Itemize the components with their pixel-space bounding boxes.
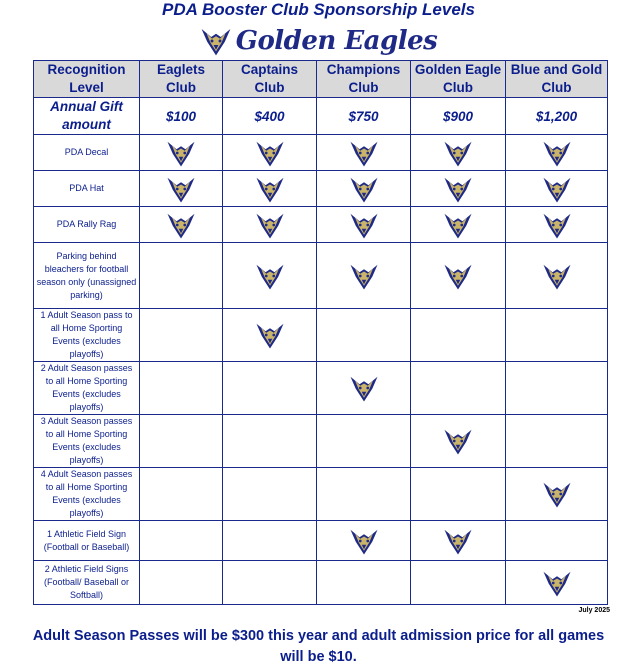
benefit-cell [223,135,317,171]
sponsorship-table [33,60,608,605]
header-captains-club: Captains Club [223,61,317,98]
page-title: PDA Booster Club Sponsorship Levels [162,0,475,19]
eagle-head-icon [542,261,572,291]
eagle-head-icon [443,526,473,556]
benefit-cell [223,415,317,468]
benefit-cell [317,243,411,309]
eagle-head-icon [443,426,473,456]
gift-row [34,98,608,135]
benefit-cell [506,561,608,605]
header-recognition-level: Recognition Level [34,61,140,98]
eagle-head-icon [200,25,232,57]
benefit-cell [140,561,223,605]
benefit-row [34,415,608,468]
benefit-cell [506,243,608,309]
benefit-cell [317,362,411,415]
eagle-head-icon [542,210,572,240]
benefit-cell [411,362,506,415]
benefit-cell [140,207,223,243]
eagle-head-icon [255,210,285,240]
benefit-cell [317,561,411,605]
benefit-cell [317,309,411,362]
benefit-cell [411,135,506,171]
benefit-row [34,309,608,362]
eagle-head-icon [542,568,572,598]
eagle-head-icon [255,261,285,291]
benefit-label: Parking behind bleachers for football season only (unassigned parking) [34,243,140,309]
benefit-cell [140,309,223,362]
gift-amount: $900 [411,98,506,135]
benefit-cell [223,561,317,605]
eagle-head-icon [349,261,379,291]
benefit-row [34,561,608,605]
benefit-cell [140,415,223,468]
header-golden-eagle-club: Golden Eagle Club [411,61,506,98]
eagle-head-icon [349,526,379,556]
benefit-cell [317,521,411,561]
benefit-cell [317,468,411,521]
gift-amount: $400 [223,98,317,135]
benefit-row [34,135,608,171]
benefit-cell [411,561,506,605]
benefit-cell [506,521,608,561]
gift-amount: $1,200 [506,98,608,135]
benefit-row [34,362,608,415]
benefit-row [34,521,608,561]
benefit-cell [223,309,317,362]
benefit-cell [506,135,608,171]
benefit-cell [411,207,506,243]
benefit-cell [411,243,506,309]
benefit-label: 1 Athletic Field Sign (Football or Baseball) [34,521,140,561]
header-blue-and-gold-club: Blue and Gold Club [506,61,608,98]
benefit-cell [317,135,411,171]
benefit-cell [223,521,317,561]
benefit-cell [140,243,223,309]
benefit-cell [506,309,608,362]
eagle-head-icon [255,320,285,350]
benefit-cell [506,415,608,468]
benefit-cell [506,362,608,415]
benefit-label: PDA Decal [34,135,140,171]
benefit-label: 1 Adult Season pass to all Home Sporting Events (excludes playoffs) [34,309,140,362]
benefit-row [34,171,608,207]
eagle-head-icon [443,138,473,168]
eagle-head-icon [542,479,572,509]
benefit-cell [506,207,608,243]
header-champions-club: Champions Club [317,61,411,98]
footer-note: Adult Season Passes will be $300 this year and adult admission price for all games will be $10. [32,628,605,665]
benefit-label: 2 Athletic Field Signs (Football/ Baseball or Softball) [34,561,140,605]
eagle-head-icon [349,210,379,240]
benefit-cell [223,362,317,415]
eagle-head-icon [542,174,572,204]
eagle-head-icon [255,174,285,204]
benefit-row [34,243,608,309]
benefit-cell [411,521,506,561]
eagle-head-icon [349,174,379,204]
benefit-cell [411,309,506,362]
gift-label: Annual Gift amount [34,98,140,135]
benefit-cell [223,243,317,309]
eagle-head-icon [166,210,196,240]
benefit-cell [317,415,411,468]
benefit-cell [223,468,317,521]
eagle-head-icon [255,138,285,168]
eagle-head-icon [349,138,379,168]
benefit-cell [140,362,223,415]
benefit-cell [140,171,223,207]
date-note: July 2025 [578,607,610,614]
eagle-head-icon [166,174,196,204]
eagle-head-icon [443,210,473,240]
benefit-label: 2 Adult Season passes to all Home Sporting Events (excludes playoffs) [34,362,140,415]
benefit-cell [411,415,506,468]
benefit-cell [411,171,506,207]
benefit-cell [506,171,608,207]
benefit-cell [140,521,223,561]
benefit-cell [317,207,411,243]
benefit-cell [411,468,506,521]
brand-logo [0,22,637,60]
benefit-cell [506,468,608,521]
benefit-label: PDA Hat [34,171,140,207]
eagle-head-icon [349,373,379,403]
gift-amount: $100 [140,98,223,135]
benefit-cell [317,171,411,207]
benefit-label: 4 Adult Season passes to all Home Sporting Events (excludes playoffs) [34,468,140,521]
benefit-cell [140,468,223,521]
benefit-label: 3 Adult Season passes to all Home Sporting Events (excludes playoffs) [34,415,140,468]
benefit-row [34,207,608,243]
header-row [34,61,608,98]
benefit-cell [223,207,317,243]
benefit-label: PDA Rally Rag [34,207,140,243]
benefit-cell [140,135,223,171]
header-eaglets-club: Eaglets Club [140,61,223,98]
eagle-head-icon [542,138,572,168]
brand-name: Golden Eagles [235,26,438,56]
eagle-head-icon [443,174,473,204]
eagle-head-icon [443,261,473,291]
benefit-row [34,468,608,521]
benefit-cell [223,171,317,207]
eagle-head-icon [166,138,196,168]
gift-amount: $750 [317,98,411,135]
